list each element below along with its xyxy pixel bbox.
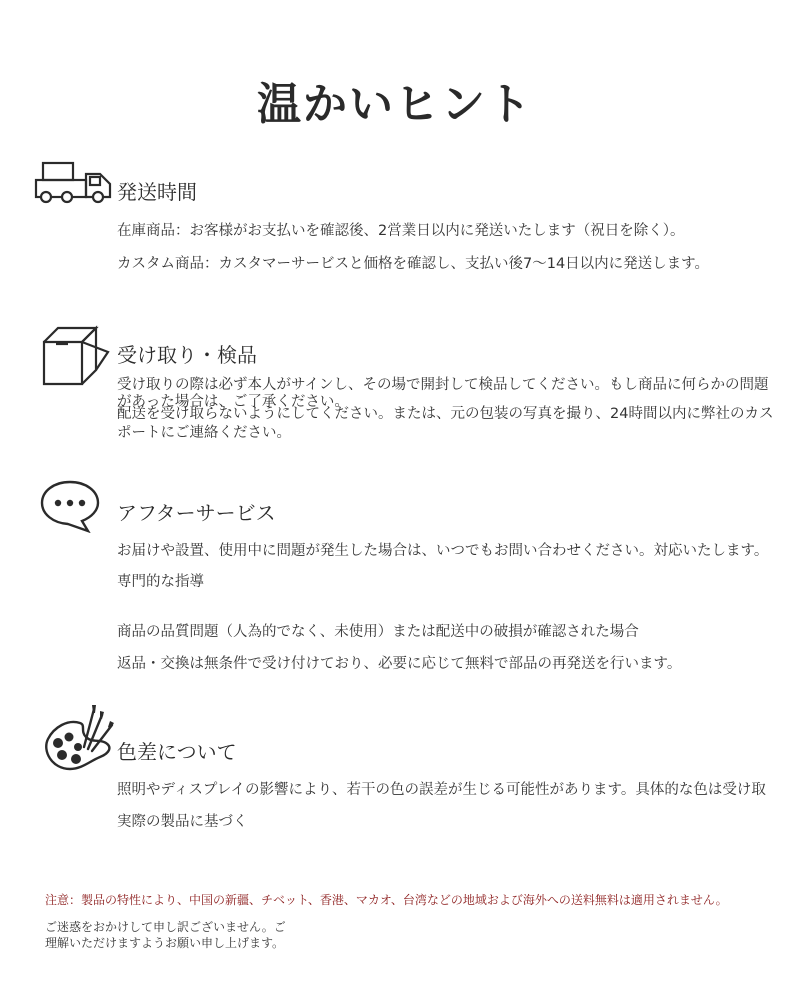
chat-bubble-icon	[40, 479, 102, 533]
section-heading-shipping: 発送時間	[117, 180, 197, 204]
shipping-text-stock: 在庫商品：お客様がお支払いを確認後、2営業日以内に発送いたします（祝日を除く）。	[117, 223, 685, 239]
truck-icon	[34, 160, 116, 206]
receiving-text-1: 受け取りの際は必ず本人がサインし、その場で開封して検品してください。もし商品に何らかの問題	[117, 377, 769, 393]
shipping-text-custom: カスタム商品：カスタマーサービスと価格を確認し、支払い後7〜14日以内に発送します。	[117, 256, 710, 272]
color-text-1: 照明やディスプレイの影響により、若干の色の誤差が生じる可能性があります。具体的な色は受け取	[117, 782, 766, 798]
shipping-exclusion-note: 注意：製品の特性により、中国の新疆、チベット、香港、マカオ、台湾などの地域および海外への送料無料は適用されません。	[45, 893, 728, 907]
box-icon	[40, 324, 114, 388]
section-heading-receiving: 受け取り・検品	[117, 343, 257, 367]
page-title: 温かいヒント	[257, 79, 533, 130]
after-service-text-1: お届けや設置、使用中に問題が発生した場合は、いつでもお問い合わせください。対応いたします。	[117, 543, 769, 559]
after-service-text-3: 商品の品質問題（人為的でなく、未使用）または配送中の破損が確認された場合	[117, 624, 639, 640]
color-text-2: 実際の製品に基づく	[117, 814, 248, 830]
section-heading-after-service: アフターサービス	[117, 501, 276, 525]
receiving-text-3: 配送を受け取らないようにしてください。または、元の包装の写真を撮り、24時間以内に弊社のカス	[117, 406, 774, 422]
apology-note-line-2: 理解いただけますようお願い申し上げます。	[45, 936, 285, 950]
apology-note-line-1: ご迷惑をおかけして申し訳ございません。ご	[45, 920, 286, 934]
receiving-text-2: があった場合は、ご了承ください。	[117, 394, 349, 410]
after-service-text-4: 返品・交換は無条件で受け付けており、必要に応じて無料で部品の再発送を行います。	[117, 656, 682, 672]
receiving-text-4: ポートにご連絡ください。	[117, 425, 291, 441]
section-heading-color: 色差について	[117, 740, 237, 764]
palette-icon	[40, 703, 116, 773]
after-service-text-2: 専門的な指導	[117, 574, 204, 590]
